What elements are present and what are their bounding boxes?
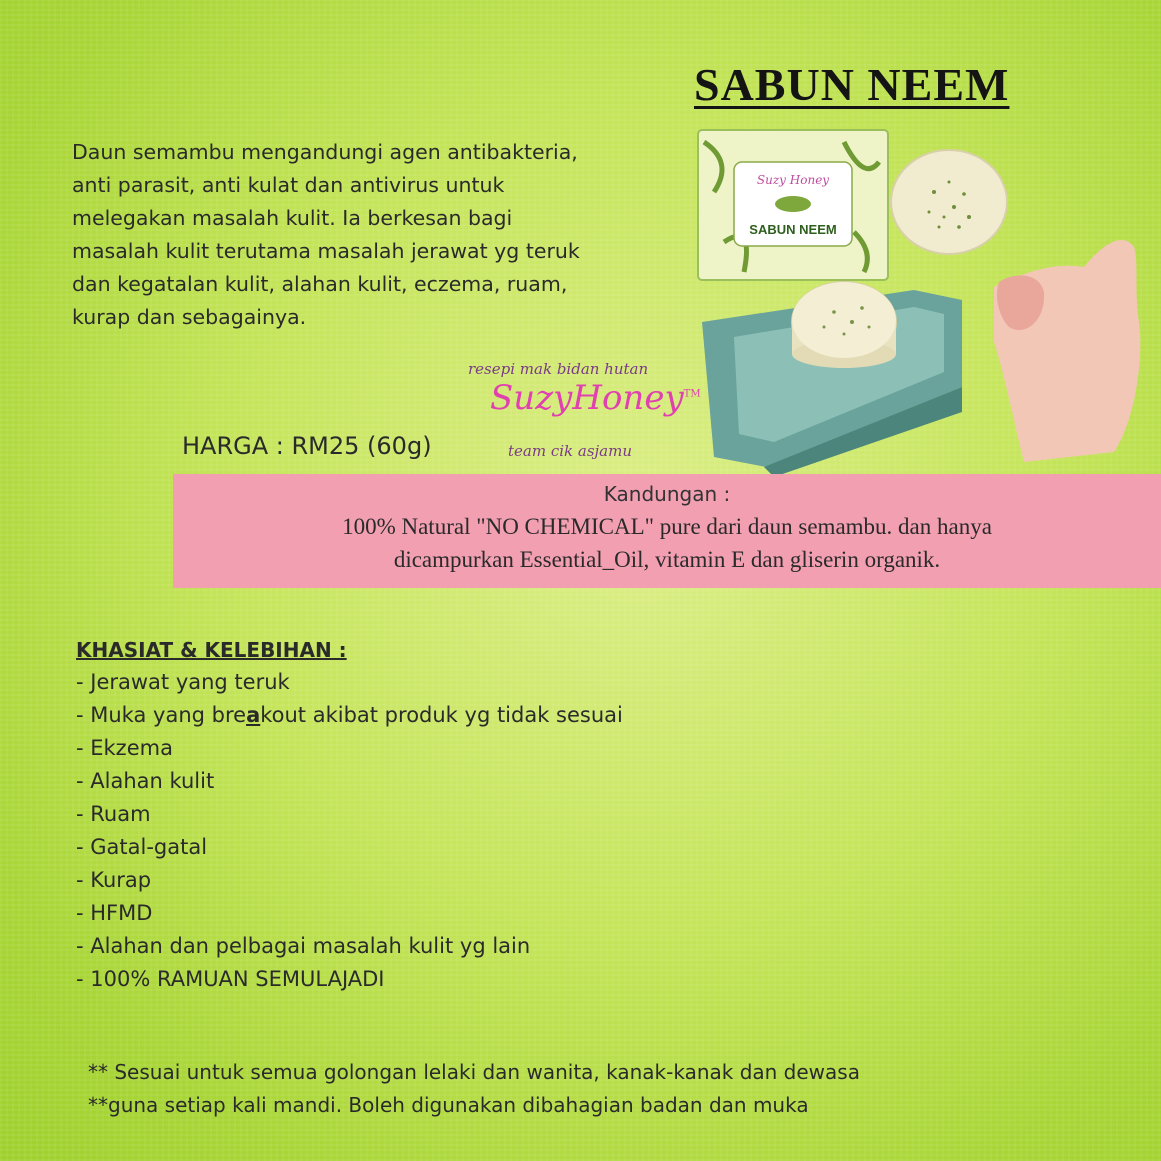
logo-tagline-top: resepi mak bidan hutan: [468, 360, 649, 378]
contents-box: [173, 474, 1161, 588]
intro-text: [72, 136, 632, 334]
logo-tagline-bottom: team cik asjamu: [508, 442, 633, 460]
soap-bar-face: [792, 282, 896, 358]
contents-label: Kandungan :: [603, 482, 731, 506]
box-neem-icon: [775, 196, 811, 212]
page-title: SABUN NEEM: [694, 59, 1010, 110]
box-brand: Suzy Honey: [756, 173, 830, 187]
box-product-name: SABUN NEEM: [749, 222, 837, 237]
price-label: HARGA : RM25 (60g): [182, 432, 432, 460]
logo-tm: TM: [683, 388, 701, 400]
benefit-text: - Muka yang bre: [76, 703, 247, 727]
contents-line: 100% Natural "NO CHEMICAL" pure dari daun semambu. dan hanya: [342, 514, 992, 539]
logo-brand-text: SuzyHoney: [490, 378, 684, 418]
intro-line: Daun semambu mengandungi agen antibakteria,: [72, 140, 578, 164]
benefits-heading: KHASIAT & KELEBIHAN :: [76, 638, 347, 662]
benefit-item: - Gatal-gatal: [76, 835, 208, 859]
usage-note: **guna setiap kali mandi. Boleh digunakan dibahagian badan dan muka: [88, 1093, 809, 1117]
benefit-item: - Alahan dan pelbagai masalah kulit yg lain: [76, 934, 531, 958]
benefit-item: - Ruam: [76, 802, 151, 826]
brand-logo: [462, 360, 701, 465]
soap-bar-top: [891, 150, 1007, 254]
product-photo-illustration: [694, 122, 1161, 477]
benefit-item: - Kurap: [76, 868, 152, 892]
usage-notes: [88, 1056, 860, 1122]
benefit-item: - Ekzema: [76, 736, 173, 760]
logo-brand-name: [490, 378, 701, 418]
benefit-item: [76, 699, 623, 732]
benefit-item: - HFMD: [76, 901, 153, 925]
contents-line: dicampurkan Essential_Oil, vitamin E dan gliserin organik.: [393, 547, 941, 572]
intro-line: anti parasit, anti kulat dan antivirus untuk: [72, 173, 505, 197]
intro-line: masalah kulit terutama masalah jerawat yg teruk: [72, 239, 580, 263]
benefit-text: kout akibat produk yg tidak sesuai: [260, 703, 623, 727]
product-photo: [694, 122, 1161, 477]
hand-shape: [994, 240, 1140, 462]
intro-line: kurap dan sebagainya.: [72, 305, 307, 329]
intro-line: dan kegatalan kulit, alahan kulit, eczema, ruam,: [72, 272, 568, 296]
benefits-list: [76, 638, 623, 996]
benefit-item: - Jerawat yang teruk: [76, 670, 290, 694]
benefit-text-marked: a: [246, 703, 261, 727]
benefit-item: - 100% RAMUAN SEMULAJADI: [76, 967, 385, 991]
intro-line: melegakan masalah kulit. Ia berkesan bagi: [72, 206, 513, 230]
usage-note: ** Sesuai untuk semua golongan lelaki dan wanita, kanak-kanak dan dewasa: [88, 1060, 860, 1084]
benefit-item: - Alahan kulit: [76, 769, 215, 793]
